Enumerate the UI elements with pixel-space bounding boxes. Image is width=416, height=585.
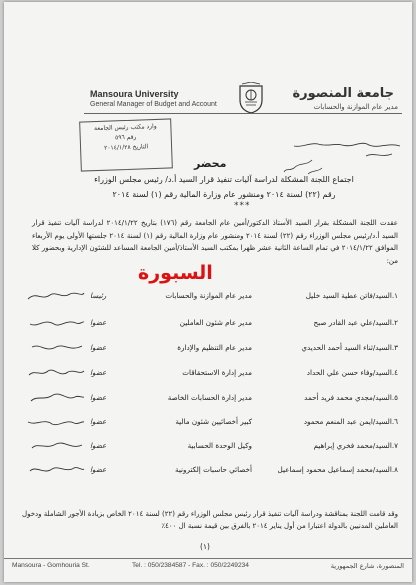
department-name-arabic: مدير عام الموازنة والحسابات <box>313 103 398 111</box>
document-page <box>4 2 412 582</box>
header-divider <box>84 113 402 114</box>
stamp-line-number: رقم ٥٩٦ <box>114 133 137 142</box>
member-role: عضوا <box>90 393 107 402</box>
document-title: محضر <box>194 157 227 170</box>
member-role: عضوا <box>90 441 107 450</box>
department-name-english: General Manager of Budget and Account <box>90 101 217 108</box>
member-row <box>4 417 412 431</box>
member-name: ٣.السيد/ثناء السيد أحمد الحديدي <box>301 343 398 352</box>
page-number: (١) <box>200 542 210 551</box>
member-role: عضوا <box>90 368 107 377</box>
member-title: مدير عام الموازنة والحسابات <box>165 291 252 300</box>
intro-paragraph: عقدت اللجنة المشكلة بقرار السيد الأستاذ الدكتور/أمين عام الجامعة رقم (١٧٦) بتاريخ ٢٠١٤/١/٢٢ لدراسة آليات تنفيذ قرار السيد أ.د/رئيس مجلس الوزراء رقم (٢٢) لسنة ٢٠١٤ ومنشور عام وزارة المالية رقم (١) لسنة ٢٠١٤ جلستها الأولى يوم الأربعاء الموافق ٢٠١٤/١/٢٢ في تمام الساعة الثانية عشر ظهرا بمكتب السيد الأستاذ/أمين الجامعة المساعد للشئون الإدارية وبحضور كلا من: <box>32 219 399 265</box>
signature <box>26 341 86 355</box>
separator-stars: *** <box>234 201 251 211</box>
member-name: ٢.السيد/علي عبد القادر صبح <box>313 318 398 327</box>
member-role: عضوا <box>90 417 107 426</box>
university-logo-icon <box>236 82 266 114</box>
stamp-line-date: التاريخ ٢٠١٤/١/٢٨ <box>103 143 149 152</box>
signature <box>26 463 86 477</box>
member-name: ٦.السيد/ايمن عبد المنعم محمود <box>303 417 398 426</box>
member-name: ٥.السيد/مجدي محمد فريد أحمد <box>304 393 398 402</box>
signature <box>26 391 86 405</box>
member-title: وكيل الوحدة الحسابية <box>187 441 252 450</box>
member-row <box>4 291 412 305</box>
member-row <box>4 343 412 357</box>
member-name: ٧.السيد/محمد فخري إبراهيم <box>313 441 398 450</box>
signature <box>26 415 86 429</box>
subject-line-1: اجتماع اللجنة المشكلة لدراسة آليات تنفيذ قرار السيد أ.د/ رئيس مجلس الوزراء <box>94 175 354 184</box>
subject-line-2: رقم (٢٢) لسنة ٢٠١٤ ومنشور عام وزارة المالية رقم (١) لسنة ٢٠١٤ <box>112 190 336 199</box>
member-title: مدير عام التنظيم والإدارة <box>177 343 252 352</box>
footer-phone-fax: Tel. : 050/2384587 - Fax. : 050/2249234 <box>132 562 249 569</box>
member-title: مدير إدارة الحسابات الخاصة <box>167 393 252 402</box>
closing-paragraph: وقد قامت اللجنة بمناقشة ودراسة آليات تنفيذ قرار رئيس مجلس الوزراء رقم (٢٢) لسنة ٢٠١٤ الخاص بزيادة الأجور الشاملة ودخول العاملين المدنيين بالدولة اعتبارا من أول يناير ٢٠١٤ بالفرق بين قيمة نسبة ال ٤٠٠٪ <box>22 510 398 530</box>
footer-divider <box>4 558 412 559</box>
member-row <box>4 441 412 455</box>
incoming-stamp <box>79 118 173 171</box>
member-role: عضوا <box>90 318 107 327</box>
university-name-english: Mansoura University <box>90 89 179 99</box>
member-role: عضوا <box>90 343 107 352</box>
member-title: مدير إدارة الاستحقاقات <box>182 368 252 377</box>
footer-address-english: Mansoura - Gomhouria St. <box>12 562 90 569</box>
document-subject <box>66 172 382 202</box>
member-name: ١.السيد/فاتن عطية السيد خليل <box>305 291 398 300</box>
member-title: مدير عام شئون العاملين <box>179 318 252 327</box>
member-name: ٨.السيد/محمد إسماعيل محمود إسماعيل <box>277 465 398 474</box>
member-name: ٤.السيد/وفاء حسن علي الحداد <box>306 368 398 377</box>
member-role: عضوا <box>90 465 107 474</box>
member-row <box>4 393 412 407</box>
member-row <box>4 465 412 479</box>
stamp-line-office: وارد مكتب رئيس الجامعة <box>93 122 157 133</box>
signature <box>26 439 86 453</box>
member-role: رئيسا <box>90 291 107 300</box>
signature <box>26 316 86 330</box>
member-title: أخصائي حاسبات إلكترونية <box>175 465 252 474</box>
footer-address-arabic: المنصورة، شارع الجمهورية <box>330 562 404 570</box>
signature <box>26 289 86 303</box>
member-row <box>4 318 412 332</box>
member-row <box>4 368 412 382</box>
university-name-arabic: جامعة المنصورة <box>292 86 394 101</box>
watermark: السبورة <box>138 262 213 284</box>
signature <box>26 366 86 380</box>
member-title: كبير أخصائيين شئون مالية <box>175 417 252 426</box>
